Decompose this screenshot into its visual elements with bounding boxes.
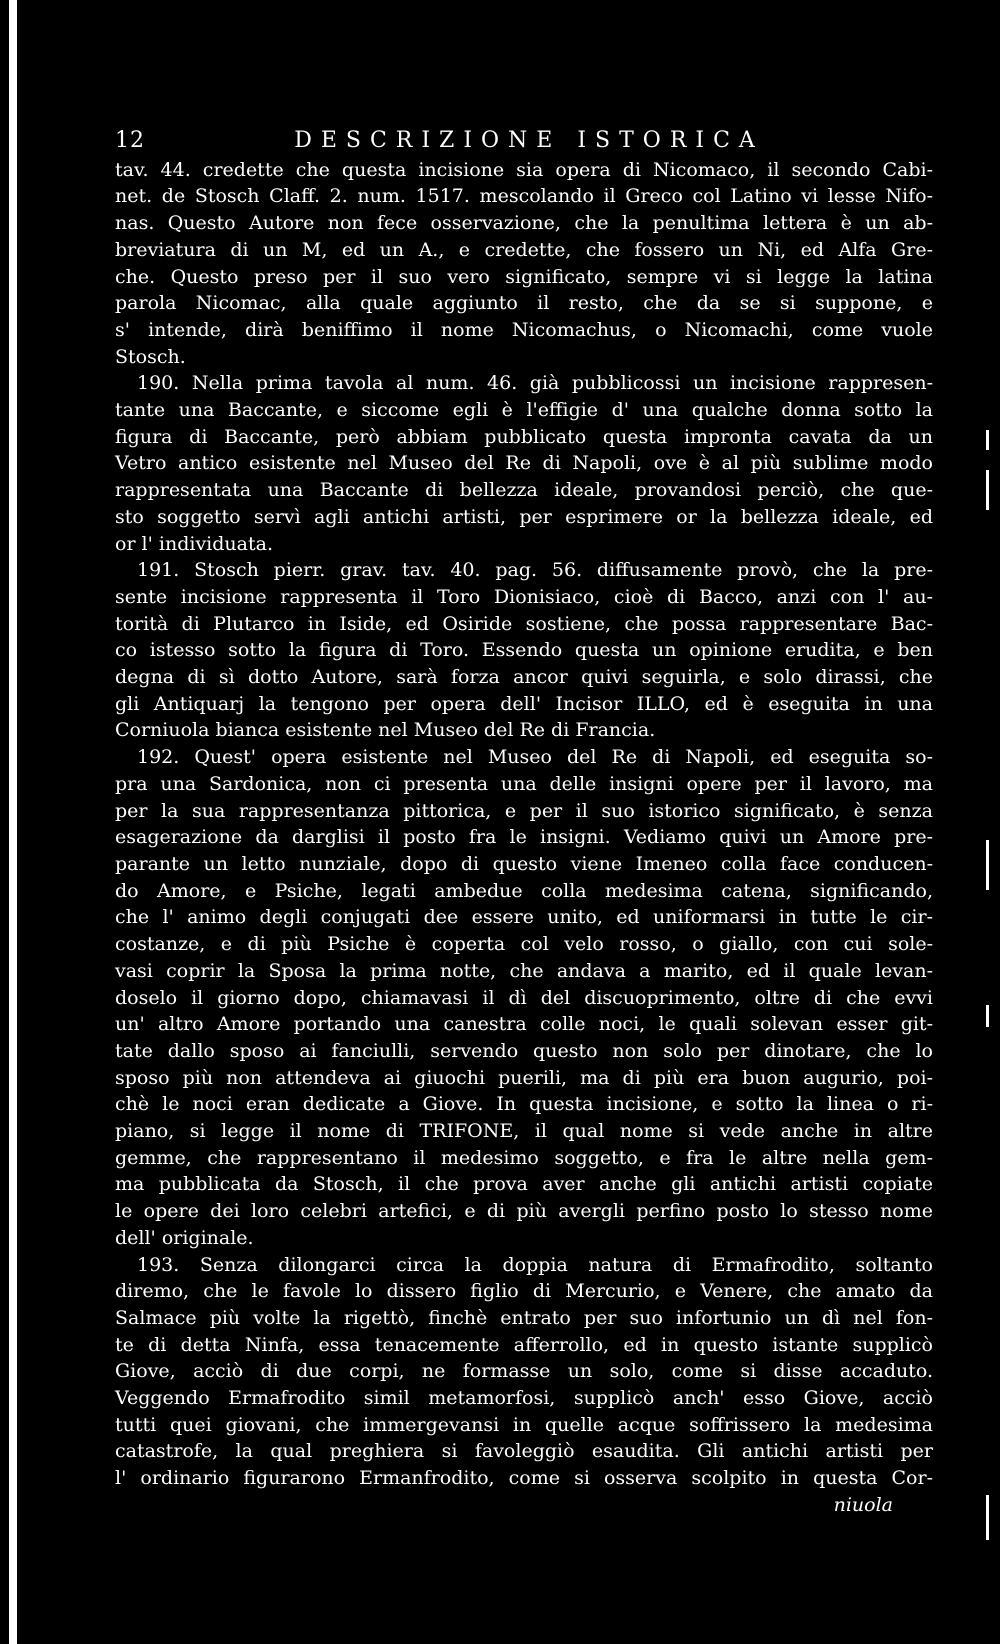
text-line: Giove, acciò di due corpi, ne formasse un solo, come si disse accaduto. [115,1360,933,1383]
text-line: 192. Quest' opera esistente nel Museo del Re di Napoli, ed eseguita so- [137,746,933,769]
text-line: rappresentata una Baccante di bellezza ideale, provandosi perciò, che que- [115,479,933,502]
text-line: Vetro antico esistente nel Museo del Re di Napoli, ove è al più sublime modo [115,452,933,475]
text-line: 193. Senza dilongarci circa la doppia natura di Ermafrodito, soltanto [137,1253,933,1276]
page-binding-edge [9,0,17,1644]
text-line: parante un letto nunziale, dopo di questo viene Imeneo colla face conducen- [115,852,933,875]
text-line: nas. Questo Autore non fece osservazione, che la penultima lettera è un ab- [115,212,933,235]
text-line: costanze, e di più Psiche è coperta col velo rosso, o giallo, con cui sole- [115,933,933,956]
text-line: tav. 44. credette che questa incisione sia opera di Nicomaco, il secondo Cabi- [115,158,933,181]
text-line: gli Antiquarj la tengono per opera dell' Incisor ILLO, ed è eseguita in una [115,692,933,715]
text-line: net. de Stosch Claff. 2. num. 1517. mescolando il Greco col Latino vi lesse Nifo- [115,185,933,208]
text-line: piano, si legge il nome di TRIFONE, il qual nome si vede anche in altre [115,1120,933,1143]
body-text [115,157,933,1492]
text-line: torità di Plutarco in Iside, ed Osiride sostiene, che possa rappresentare Bac- [115,612,933,635]
text-line: sposo più non attendeva ai giuochi puerili, ma di più era buon augurio, poi- [115,1066,933,1089]
text-line: per la sua rappresentanza pittorica, e per il suo istorico significato, è senza [115,799,933,822]
text-line: le opere dei loro celebri artefici, e di più avergli perfino posto lo stesso nome [115,1200,933,1223]
edge-mark [986,1495,989,1540]
text-line: tate dallo sposo ai fanciulli, servendo questo non solo per dinotare, che lo [115,1039,933,1062]
text-line: figura di Baccante, però abbiam pubblicato questa impronta cavata da un [115,425,933,448]
text-line: doselo il giorno dopo, chiamavasi il dì del discuoprimento, oltre di che evvi [115,986,933,1009]
text-line: pra una Sardonica, non ci presenta una delle insigni opere per il lavoro, ma [115,772,933,795]
text-line: esagerazione da darglisi il posto fra le insigni. Vediamo quivi un Amore pre- [115,826,933,849]
catchword: niuola [833,1493,893,1516]
text-line: gemme, che rappresentano il medesimo soggetto, e fra le altre nella gem- [115,1146,933,1169]
text-line: Corniuola bianca esistente nel Museo del Re di Francia. [115,719,656,742]
text-line: te di detta Ninfa, essa tenacemente afferrollo, ed in questo istante supplicò [115,1333,933,1356]
text-line: co istesso sotto la figura di Toro. Essendo questa un opinione erudita, e ben [115,639,933,662]
text-line: catastrofe, la qual preghiera si favoleggiò esaudita. Gli antichi artisti per [115,1440,933,1463]
text-line: Stosch. [115,345,186,368]
page-content [115,128,933,1519]
text-line: breviatura di un M, ed un A., e credette, che fossero un Ni, ed Alfa Gre- [115,238,933,261]
text-line: or l' individuata. [115,532,273,555]
text-line: sente incisione rappresenta il Toro Dionisiaco, cioè di Bacco, anzi con l' au- [115,585,933,608]
text-line: do Amore, e Psiche, legati ambedue colla medesima catena, significando, [115,879,933,902]
text-line: tante una Baccante, e siccome egli è l'effigie d' una qualche donna sotto la [115,399,933,422]
text-line: sto soggetto servì agli antichi artisti, per esprimere or la bellezza ideale, ed [115,505,933,528]
page-number: 12 [115,128,145,153]
edge-mark [986,840,989,890]
text-line: 191. Stosch pierr. grav. tav. 40. pag. 56. diffusamente provò, che la pre- [137,559,933,582]
running-header [115,128,933,155]
page-right-edge-marks [986,0,992,1644]
text-line: che. Questo preso per il suo vero significato, sempre vi si legge la latina [115,265,933,288]
text-line: 190. Nella prima tavola al num. 46. già pubblicossi un incisione rappresen- [137,372,933,395]
text-line: ma pubblicata da Stosch, il che prova aver anche gli antichi artisti copiate [115,1173,933,1196]
text-line: diremo, che le favole lo dissero figlio di Mercurio, e Venere, che amato da [115,1280,933,1303]
text-line: Salmace più volte la rigettò, finchè entrato per suo infortunio un dì nel fon- [115,1306,933,1329]
text-line: vasi coprir la Sposa la prima notte, che andava a marito, ed il quale levan- [115,959,933,982]
edge-mark [986,430,989,450]
running-title: DESCRIZIONE ISTORICA [294,128,764,153]
text-line: dell' originale. [115,1226,254,1249]
text-line: l' ordinario figurarono Ermanfrodito, come si osserva scolpito in questa Cor- [115,1467,933,1490]
text-line: che l' animo degli conjugati dee essere unito, ed uniformarsi in tutte le cir- [115,906,933,929]
text-line: parola Nicomac, alla quale aggiunto il resto, che da se si suppone, e [115,292,933,315]
text-line: degna di sì dotto Autore, sarà forza ancor quivi seguirla, e solo dirassi, che [115,666,933,689]
text-line: un' altro Amore portando una canestra colle noci, le quali solevan esser git- [115,1013,933,1036]
text-line: Veggendo Ermafrodito simil metamorfosi, supplicò anch' esso Giove, acciò [115,1387,933,1410]
text-line: s' intende, dirà beniffimo il nome Nicomachus, o Nicomachi, come vuole [115,318,933,341]
text-line: chè le noci eran dedicate a Giove. In questa incisione, e sotto la linea o ri- [115,1093,933,1116]
text-line: tutti quei giovani, che immergevansi in quelle acque soffrissero la medesima [115,1413,933,1436]
edge-mark [986,1005,989,1027]
edge-mark [986,470,989,510]
